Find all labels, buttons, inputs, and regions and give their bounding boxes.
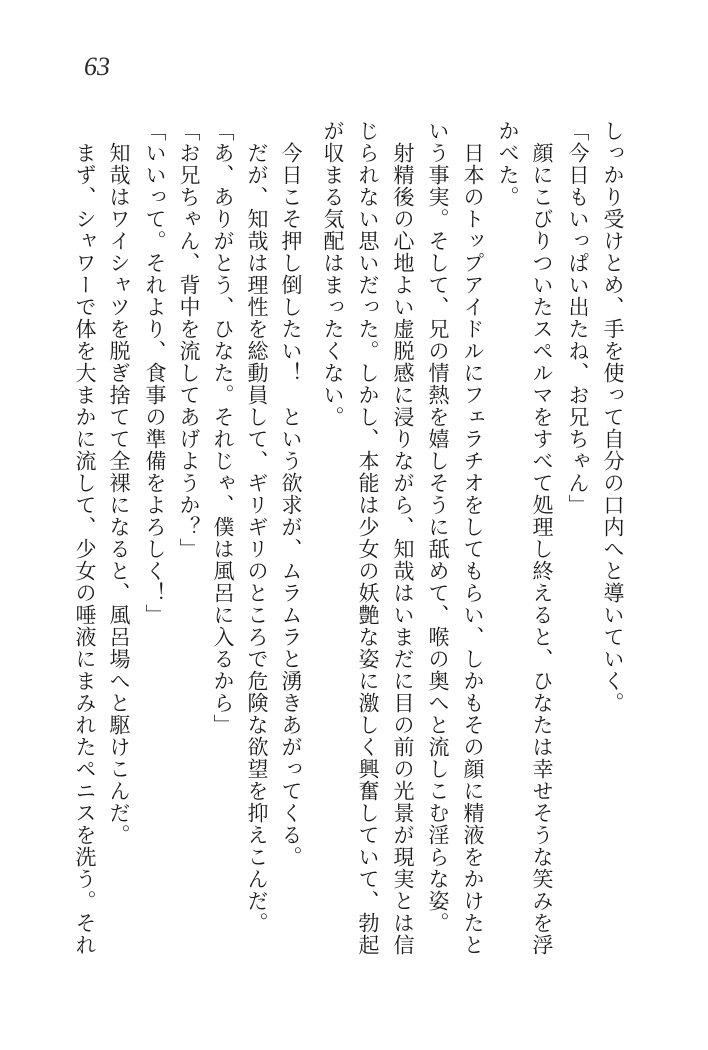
text-line: が収まる気配はまったくない。 xyxy=(321,120,346,428)
text-line: 「今日もいっぱい出たね、お兄ちゃん」 xyxy=(566,120,591,516)
text-line: しっかり受けとめ、手を使って自分の口内へと導いていく。 xyxy=(601,120,626,714)
text-line: じられない思いだった。しかし、本能は少女の妖艶な姿に激しく興奮していて、勃起 xyxy=(356,120,381,956)
page-number: 63 xyxy=(84,52,110,81)
text-line: 日本のトップアイドルにフェラチオをしてもらい、しかもその顔に精液をかけたと xyxy=(461,142,486,956)
text-line: 「いいって。それより、食事の準備をよろしく！」 xyxy=(143,120,168,626)
text-line: 知哉はワイシャツを脱ぎ捨てて全裸になると、風呂場へと駆けこんだ。 xyxy=(107,142,132,846)
text-line: 射精後の心地よい虚脱感に浸りながら、知哉はいまだに目の前の光景が現実とは信 xyxy=(391,142,416,956)
text-line: 「お兄ちゃん、背中を流してあげようか？」 xyxy=(177,120,202,560)
text-line: かべた。 xyxy=(496,120,521,208)
text-line: 今日こそ押し倒したい！ という欲求が、ムラムラと湧きあがってくる。 xyxy=(279,142,304,868)
text-line: 顔にこびりついたスペルマをすべて処理し終えると、ひなたは幸せそうな笑みを浮 xyxy=(530,142,555,956)
text-line: まず、シャワーで体を大まかに流して、少女の唾液にまみれたペニスを洗う。それ xyxy=(73,142,98,956)
text-line: 「あ、ありがとう、ひなた。それじゃ、僕は風呂に入るから」 xyxy=(211,120,236,736)
text-line: だが、知哉は理性を総動員して、ギリギリのところで危険な欲望を抑えこんだ。 xyxy=(245,142,270,934)
text-line: いう事実。そして、兄の情熱を嬉しそうに舐めて、喉の奥へと流しこむ淫らな姿。 xyxy=(426,120,451,934)
